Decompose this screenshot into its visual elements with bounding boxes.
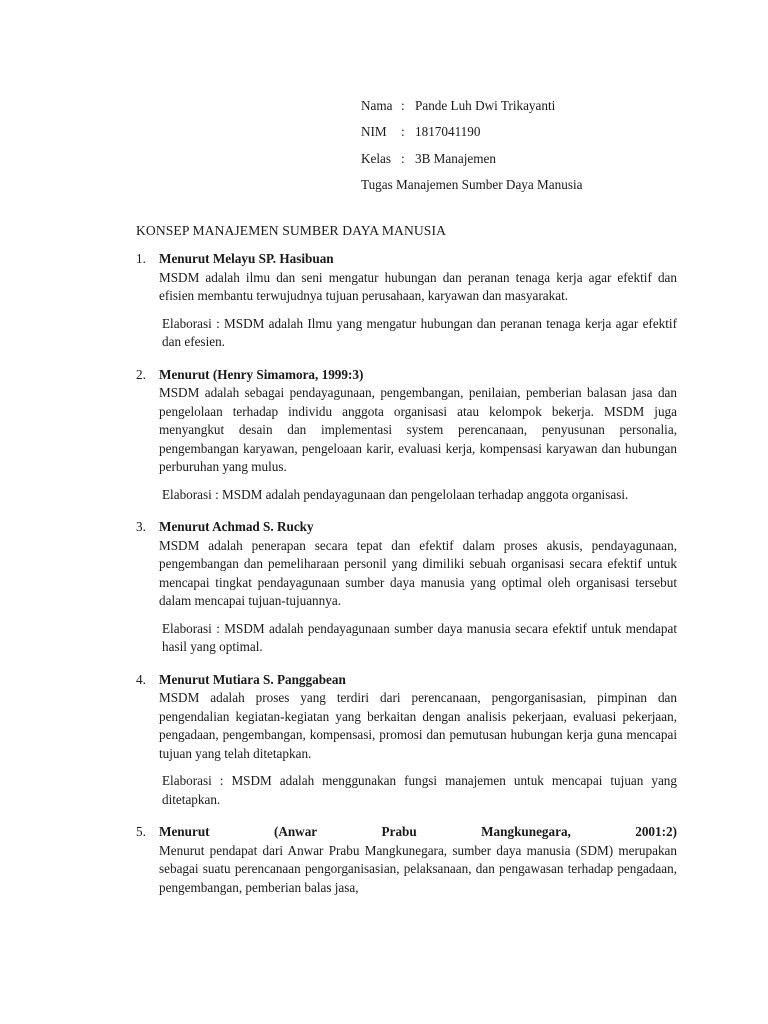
list-item bbox=[136, 366, 677, 505]
name-separator: : bbox=[401, 98, 405, 113]
title-word: (Anwar bbox=[273, 824, 318, 839]
nim-row bbox=[361, 119, 582, 145]
assignment-title: Tugas Manajemen Sumber Daya Manusia bbox=[361, 176, 583, 192]
item-body: MSDM adalah penerapan secara tepat dan efektif dalam proses akusis, pendayagunaan, pengembangan dan pemeliharaan personil yang dimiliki sebuah organisasi secara efektif untuk mencapai tingkat pendayagunaan sumber daya manusia yang optimal oleh organisasi tersebut dalam mencapai tujuan-tujuannya. bbox=[159, 537, 677, 608]
class-value: 3B Manajemen bbox=[415, 150, 496, 166]
list-item bbox=[136, 518, 677, 657]
class-label: Kelas bbox=[361, 150, 392, 166]
item-elaboration: Elaborasi : MSDM adalah pendayagunaan sumber daya manusia secara efektif untuk mendapat hasil yang optimal. bbox=[162, 620, 677, 654]
title-word: Mangkunegara, bbox=[481, 824, 571, 839]
student-info bbox=[361, 93, 582, 198]
title-word: 2001:2) bbox=[635, 824, 677, 839]
item-title: Menurut Mutiara S. Panggabean bbox=[159, 671, 346, 687]
list-item bbox=[136, 671, 677, 810]
nim-label: NIM bbox=[361, 124, 387, 140]
item-title: Menurut Achmad S. Rucky bbox=[159, 519, 314, 534]
list-item bbox=[136, 823, 677, 897]
nim-value: 1817041190 bbox=[415, 124, 481, 140]
class-separator: : bbox=[401, 150, 405, 166]
item-elaboration: Elaborasi : MSDM adalah Ilmu yang mengatur hubungan dan peranan tenaga kerja agar efektif dan efesien. bbox=[162, 315, 677, 349]
item-number: 4. bbox=[136, 671, 146, 687]
item-title: Menurut Melayu SP. Hasibuan bbox=[159, 251, 334, 266]
class-row bbox=[361, 146, 582, 172]
item-body: MSDM adalah proses yang terdiri dari perencanaan, pengorganisasian, pimpinan dan pengendalian kegiatan-kegiatan yang berkaitan dengan analisis pekerjaan, evaluasi pekerjaan, pengadaan, pengembangan, kompensasi, promosi dan pemutusan hubungan kerja guna mencapai tujuan yang telah ditetapkan. bbox=[159, 690, 677, 761]
title-word: Menurut bbox=[159, 824, 210, 839]
list-item bbox=[136, 250, 677, 352]
item-title: Menurut (Henry Simamora, 1999:3) bbox=[159, 366, 364, 382]
item-number: 1. bbox=[136, 251, 146, 266]
item-elaboration: Elaborasi : MSDM adalah pendayagunaan dan pengelolaan terhadap anggota organisasi. bbox=[162, 486, 629, 502]
name-value: Pande Luh Dwi Trikayanti bbox=[415, 98, 556, 113]
item-body: MSDM adalah sebagai pendayagunaan, pengembangan, penilaian, pemberian balasan jasa dan pengelolaan terhadap individu anggota organisasi atau kelompok bekerja. MSDM juga menyangkut desain dan implementasi system perencanaan, penyusunan personalia, pengembangan karyawan, pengeloaan karir, evaluasi kerja, kompensasi karyawan dan hubungan perburuhan yang mulus. bbox=[159, 385, 677, 474]
item-elaboration: Elaborasi : MSDM adalah menggunakan fungsi manajemen untuk mencapai tujuan yang ditetapkan. bbox=[162, 773, 677, 807]
item-title bbox=[159, 823, 677, 842]
definition-list bbox=[136, 250, 677, 911]
nim-separator: : bbox=[401, 124, 405, 140]
item-body: MSDM adalah ilmu dan seni mengatur hubungan dan peranan tenaga kerja agar efektif dan efisien membantu terwujudnya tujuan perusahaan, karyawan dan masyarakat. bbox=[159, 269, 677, 303]
item-number: 2. bbox=[136, 366, 146, 382]
name-row bbox=[361, 93, 582, 119]
item-body: Menurut pendapat dari Anwar Prabu Mangkunegara, sumber daya manusia (SDM) merupakan sebagai suatu perencanaan pengorganisasian, pelaksanaan, dan pengawasan terhadap pengadaan, pengembangan, pemberian balas jasa, bbox=[159, 842, 677, 895]
document-heading: KONSEP MANAJEMEN SUMBER DAYA MANUSIA bbox=[136, 223, 447, 238]
name-label: Nama bbox=[361, 98, 393, 113]
item-number: 5. bbox=[136, 824, 146, 839]
item-number: 3. bbox=[136, 519, 146, 534]
title-word: Prabu bbox=[381, 824, 417, 839]
